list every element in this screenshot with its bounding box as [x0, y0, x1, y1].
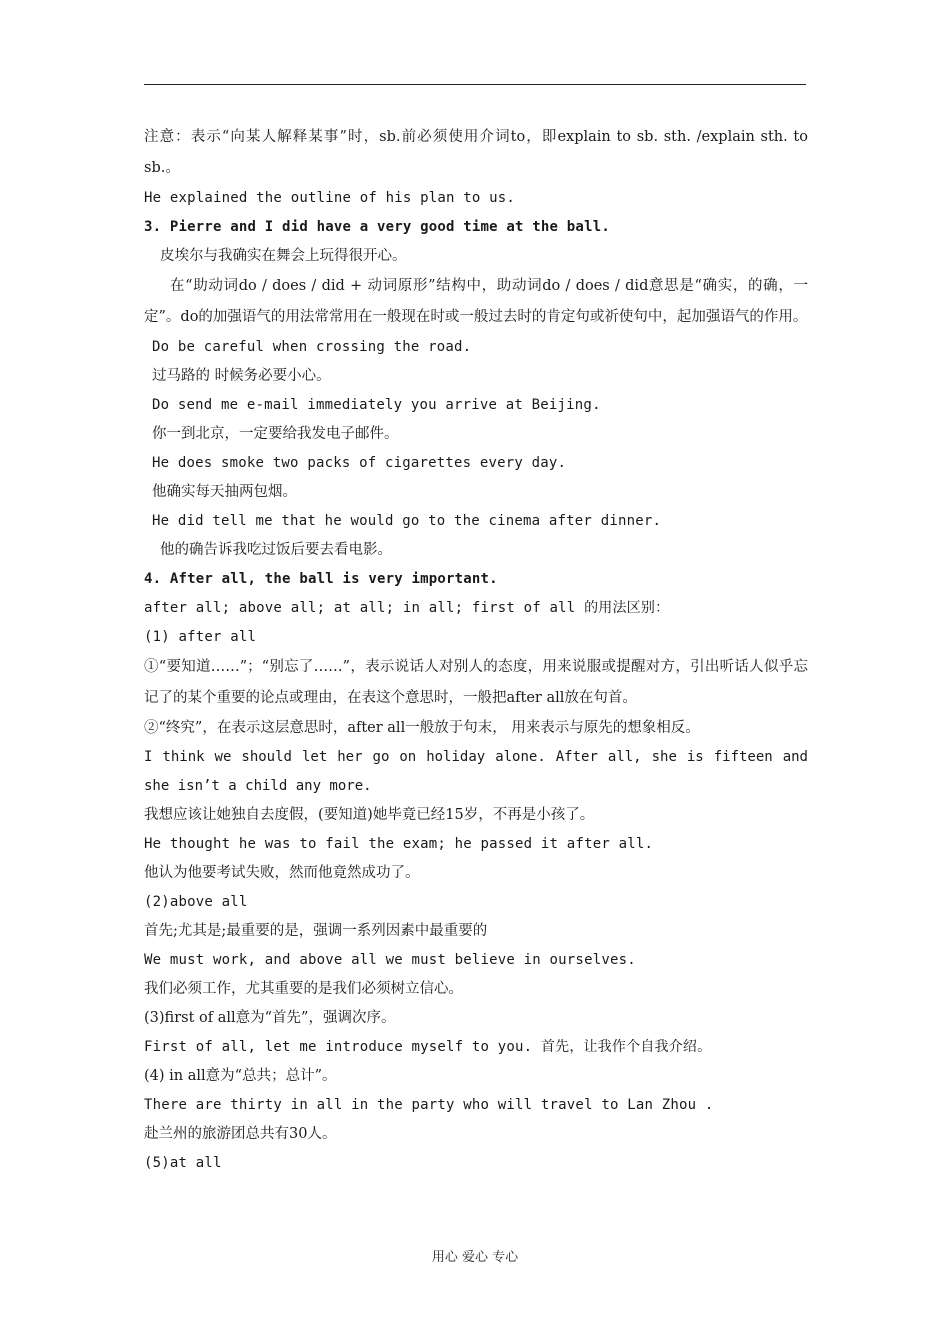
translation-do-3: 他确实每天抽两包烟。	[152, 484, 297, 500]
translation-do-2: 你一到北京，一定要给我发电子邮件。	[152, 426, 399, 442]
header-rule	[144, 84, 806, 85]
example-in-all: There are thirty in all in the party who will travel to Lan Zhou .	[144, 1097, 714, 1113]
translation-do-4: 他的确告诉我吃过饭后要去看电影。	[160, 542, 392, 558]
document-body	[144, 122, 808, 1178]
example-above-all: We must work, and above all we must believe in ourselves.	[144, 952, 636, 968]
example-do-2: Do send me e-mail immediately you arrive at Beijing.	[152, 397, 601, 413]
example-do-3: He does smoke two packs of cigarettes every day.	[152, 455, 567, 471]
translation-do-1: 过马路的 时候务必要小心。	[152, 368, 331, 384]
example-explain: He explained the outline of his plan to us.	[144, 190, 516, 206]
translation-in-all: 赴兰州的旅游团总共有30人。	[144, 1126, 337, 1142]
subheading-after-all: (1) after all	[144, 629, 257, 645]
heading-3: 3. Pierre and I did have a very good time at the ball.	[144, 219, 610, 235]
above-all-meaning: 首先;尤其是;最重要的是，强调一系列因素中最重要的	[144, 923, 488, 939]
subheading-in-all: (4) in all意为“总共；总计”。	[144, 1068, 337, 1084]
translation-after-all-2: 他认为他要考试失败，然而他竟然成功了。	[144, 865, 420, 881]
example-do-1: Do be careful when crossing the road.	[152, 339, 472, 355]
example-after-all-1: I think we should let her go on holiday alone. After all, she is fifteen and she isn’t a child any more.	[144, 749, 808, 794]
translation-after-all-1: 我想应该让她独自去度假，(要知道)她毕竟已经15岁，不再是小孩了。	[144, 807, 595, 823]
example-do-4: He did tell me that he would go to the cinema after dinner.	[152, 513, 662, 529]
subheading-first-of-all: (3)first of all意为“首先”，强调次序。	[144, 1010, 396, 1026]
translation-heading-3: 皮埃尔与我确实在舞会上玩得很开心。	[160, 248, 407, 264]
page-footer: 用心 爱心 专心	[431, 1250, 519, 1265]
subheading-at-all: (5)at all	[144, 1155, 222, 1171]
translation-above-all: 我们必须工作，尤其重要的是我们必须树立信心。	[144, 981, 463, 997]
explanation-do-emphasis: 在“助动词do / does / did + 动词原形”结构中，助动词do / does / did意思是“确实，的确，一定”。do的加强语气的用法常常用在一般现在时或一般过去时的肯定句或祈使句中，起加强语气的作用。	[144, 278, 808, 325]
example-first-of-all: First of all, let me introduce myself to you. 首先，让我作个自我介绍。	[144, 1039, 712, 1055]
after-all-meaning-2: ②“终究”，在表示这层意思时，after all一般放于句末， 用来表示与原先的想象相反。	[144, 720, 700, 736]
heading-4: 4. After all, the ball is very important.	[144, 571, 498, 587]
after-all-meaning-1: ①“要知道……”；“别忘了……”，表示说话人对别人的态度，用来说服或提醒对方，引出听话人似乎忘记了的某个重要的论点或理由，在表这个意思时，一般把after all放在句首。	[144, 659, 808, 706]
subheading-above-all: (2)above all	[144, 894, 248, 910]
usage-comparison-title: after all; above all; at all; in all; first of all 的用法区别：	[144, 600, 670, 616]
note-explain-usage: 注意：表示“向某人解释某事”时，sb.前必须使用介词to，即explain to sb. sth. /explain sth. to sb.。	[144, 129, 808, 176]
example-after-all-2: He thought he was to fail the exam; he passed it after all.	[144, 836, 654, 852]
